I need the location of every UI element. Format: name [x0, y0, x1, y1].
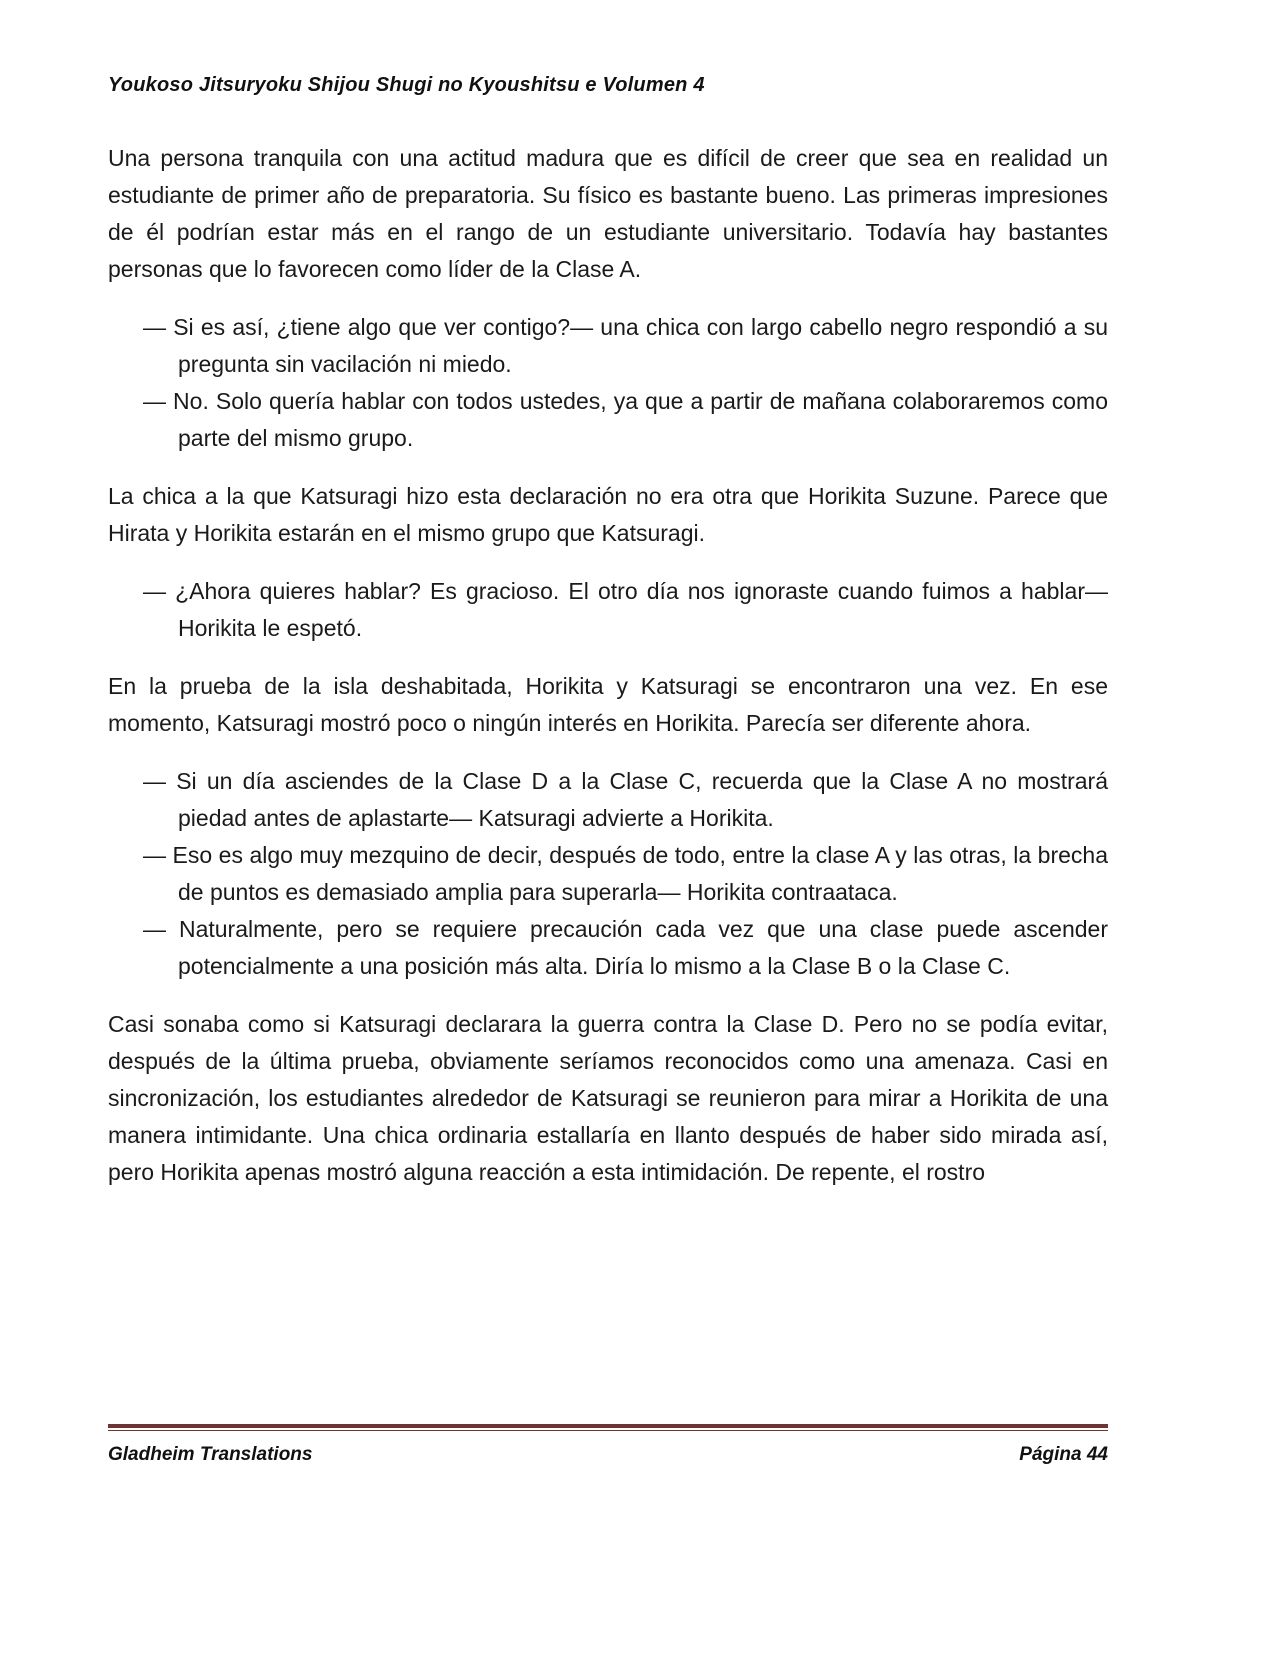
footer-row — [108, 1444, 1108, 1466]
footer-rule-thick — [108, 1424, 1108, 1428]
page-footer — [108, 1424, 1108, 1466]
body-paragraph: Una persona tranquila con una actitud madura que es difícil de creer que sea en realidad un estudiante de primer año de preparatoria. Su físico es bastante bueno. Las primeras impresiones de él podrían estar más en el rango de un estudiante universitario. Todavía hay bastantes personas que lo favorecen como líder de la Clase A. — [108, 145, 1108, 282]
footer-rule-thin — [108, 1430, 1108, 1431]
dialogue-line: — No. Solo quería hablar con todos ustedes, ya que a partir de mañana colaboraremos como parte del mismo grupo. — [143, 388, 1108, 451]
dialogue-line: — Si un día asciendes de la Clase D a la Clase C, recuerda que la Clase A no mostrará piedad antes de aplastarte— Katsuragi advierte a Horikita. — [143, 768, 1108, 831]
body-paragraph: La chica a la que Katsuragi hizo esta declaración no era otra que Horikita Suzune. Parece que Hirata y Horikita estarán en el mismo grupo que Katsuragi. — [108, 483, 1108, 546]
page-content — [108, 140, 1108, 1212]
body-paragraph: En la prueba de la isla deshabitada, Horikita y Katsuragi se encontraron una vez. En ese momento, Katsuragi mostró poco o ningún interés en Horikita. Parecía ser diferente ahora. — [108, 673, 1108, 736]
header-title: Youkoso Jitsuryoku Shijou Shugi no Kyoushitsu e Volumen 4 — [108, 74, 705, 96]
dialogue-group — [108, 309, 1108, 457]
dialogue-line: — ¿Ahora quieres hablar? Es gracioso. El otro día nos ignoraste cuando fuimos a hablar— Horikita le espetó. — [143, 578, 1108, 641]
dialogue-line: — Naturalmente, pero se requiere precaución cada vez que una clase puede ascender potencialmente a una posición más alta. Diría lo mismo a la Clase B o la Clase C. — [143, 916, 1108, 979]
dialogue-group — [108, 763, 1108, 985]
dialogue-line: — Eso es algo muy mezquino de decir, después de todo, entre la clase A y las otras, la brecha de puntos es demasiado amplia para superarla— Horikita contraataca. — [143, 842, 1108, 905]
footer-translator-credit: Gladheim Translations — [108, 1444, 313, 1465]
footer-page-number: Página 44 — [1019, 1444, 1108, 1465]
dialogue-group — [108, 573, 1108, 647]
dialogue-line: — Si es así, ¿tiene algo que ver contigo?— una chica con largo cabello negro respondió a su pregunta sin vacilación ni miedo. — [143, 314, 1108, 377]
body-paragraph: Casi sonaba como si Katsuragi declarara la guerra contra la Clase D. Pero no se podía evitar, después de la última prueba, obviamente seríamos reconocidos como una amenaza. Casi en sincronización, los estudiantes alrededor de Katsuragi se reunieron para mirar a Horikita de una manera intimidante. Una chica ordinaria estallaría en llanto después de haber sido mirada así, pero Horikita apenas mostró alguna reacción a esta intimidación. De repente, el rostro — [108, 1011, 1108, 1185]
page-header — [108, 72, 1108, 98]
